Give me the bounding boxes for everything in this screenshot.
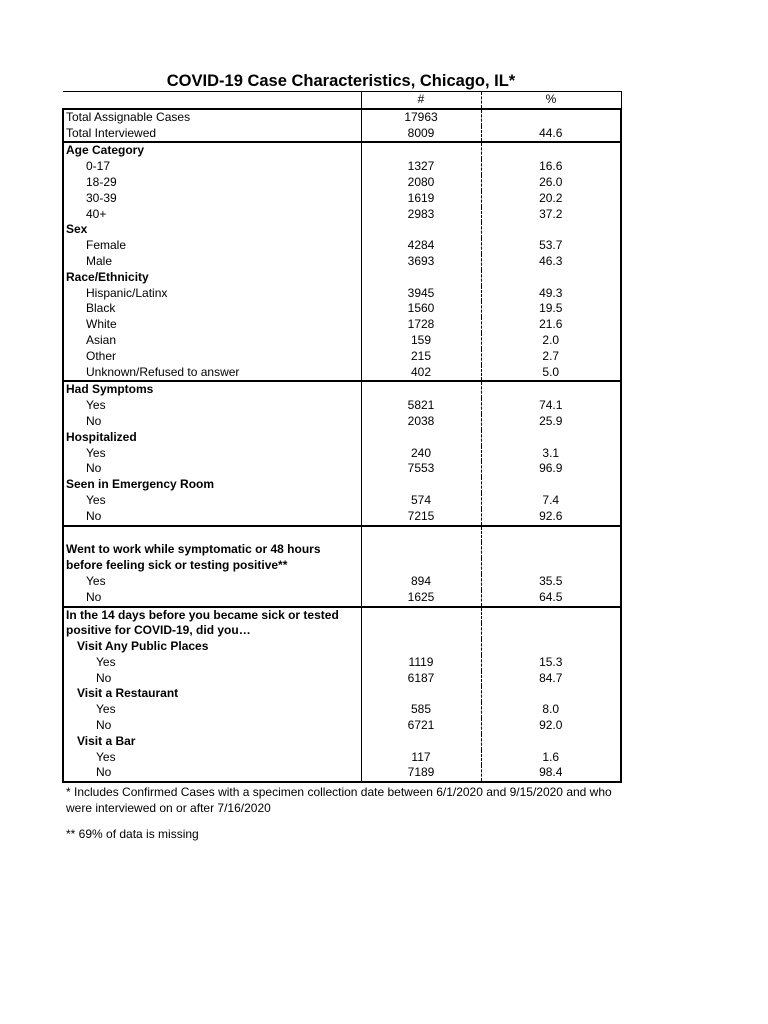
row-label: Visit a Bar [63, 734, 361, 750]
row-label: Total Interviewed [63, 126, 361, 143]
table-row [63, 175, 621, 191]
row-label: Yes [63, 702, 361, 718]
row-label: positive for COVID-19, did you… [63, 623, 361, 639]
table-row [63, 765, 621, 782]
row-label: Yes [63, 446, 361, 462]
table-row [63, 414, 621, 430]
table-row [63, 750, 621, 766]
row-label: Female [63, 238, 361, 254]
table-row [63, 142, 621, 159]
table-row [63, 430, 621, 446]
row-label: Seen in Emergency Room [63, 477, 361, 493]
row-percent: 26.0 [481, 175, 621, 191]
row-percent: 98.4 [481, 765, 621, 782]
row-count: 7215 [361, 509, 481, 526]
row-count [361, 607, 481, 624]
row-label: No [63, 414, 361, 430]
case-characteristics-table-wrap [62, 91, 620, 783]
row-label: Hospitalized [63, 430, 361, 446]
row-percent: 5.0 [481, 365, 621, 382]
header-label-cell [63, 92, 361, 109]
row-count: 402 [361, 365, 481, 382]
row-percent [481, 430, 621, 446]
table-row [63, 655, 621, 671]
row-percent [481, 623, 621, 639]
row-count: 1119 [361, 655, 481, 671]
row-percent: 2.0 [481, 333, 621, 349]
row-label: Other [63, 349, 361, 365]
row-count: 1625 [361, 590, 481, 607]
row-count: 2038 [361, 414, 481, 430]
table-row [63, 159, 621, 175]
table-row [63, 381, 621, 398]
table-row [63, 734, 621, 750]
row-percent: 16.6 [481, 159, 621, 175]
table-row [63, 365, 621, 382]
row-percent: 19.5 [481, 301, 621, 317]
row-label: Yes [63, 493, 361, 509]
row-count: 4284 [361, 238, 481, 254]
table-row [63, 718, 621, 734]
row-percent [481, 734, 621, 750]
row-label: 18-29 [63, 175, 361, 191]
row-percent: 35.5 [481, 574, 621, 590]
row-percent: 3.1 [481, 446, 621, 462]
table-row [63, 671, 621, 687]
row-label: No [63, 590, 361, 607]
row-percent [481, 607, 621, 624]
row-count: 7189 [361, 765, 481, 782]
footnote-1: * Includes Confirmed Cases with a specimen collection date between 6/1/2020 and 9/15/2020 and who were interviewed on or after 7/16/2020 [66, 785, 612, 815]
row-count: 5821 [361, 398, 481, 414]
row-label: Yes [63, 750, 361, 766]
row-label: No [63, 509, 361, 526]
table-row [63, 623, 621, 639]
row-count: 2080 [361, 175, 481, 191]
row-percent: 25.9 [481, 414, 621, 430]
row-percent: 46.3 [481, 254, 621, 270]
row-percent: 49.3 [481, 286, 621, 302]
row-count: 1560 [361, 301, 481, 317]
row-count: 159 [361, 333, 481, 349]
row-label: Sex [63, 222, 361, 238]
row-label: Age Category [63, 142, 361, 159]
row-percent: 7.4 [481, 493, 621, 509]
row-percent: 15.3 [481, 655, 621, 671]
table-row [63, 191, 621, 207]
row-label: Asian [63, 333, 361, 349]
table-row [63, 109, 621, 126]
table-row [63, 574, 621, 590]
table-row [63, 558, 621, 574]
row-label: No [63, 461, 361, 477]
row-count: 215 [361, 349, 481, 365]
row-count [361, 542, 481, 558]
row-percent [481, 639, 621, 655]
row-label: In the 14 days before you became sick or tested [63, 607, 361, 624]
row-count: 1728 [361, 317, 481, 333]
row-percent: 96.9 [481, 461, 621, 477]
table-row [63, 509, 621, 526]
row-count: 117 [361, 750, 481, 766]
row-label: No [63, 765, 361, 782]
row-label: No [63, 671, 361, 687]
table-row [63, 639, 621, 655]
table-row [63, 286, 621, 302]
row-label: Total Assignable Cases [63, 109, 361, 126]
table-row [63, 461, 621, 477]
row-percent: 44.6 [481, 126, 621, 143]
row-count [361, 142, 481, 159]
table-row [63, 702, 621, 718]
table-row [63, 607, 621, 624]
row-percent: 8.0 [481, 702, 621, 718]
row-percent [481, 381, 621, 398]
row-count: 1619 [361, 191, 481, 207]
row-label: before feeling sick or testing positive** [63, 558, 361, 574]
row-percent: 92.6 [481, 509, 621, 526]
table-row [63, 207, 621, 223]
row-percent: 84.7 [481, 671, 621, 687]
table-row [63, 526, 621, 543]
case-characteristics-table [62, 91, 622, 783]
table-row [63, 398, 621, 414]
row-label: Yes [63, 398, 361, 414]
row-count [361, 623, 481, 639]
row-count [361, 526, 481, 543]
row-percent [481, 526, 621, 543]
table-row [63, 126, 621, 143]
row-count [361, 270, 481, 286]
row-percent: 74.1 [481, 398, 621, 414]
row-label: 40+ [63, 207, 361, 223]
table-row [63, 446, 621, 462]
row-percent [481, 142, 621, 159]
row-count: 574 [361, 493, 481, 509]
row-label: 30-39 [63, 191, 361, 207]
header-percent: % [481, 92, 621, 109]
row-count [361, 381, 481, 398]
row-label [63, 526, 361, 543]
row-percent: 53.7 [481, 238, 621, 254]
table-row [63, 317, 621, 333]
row-percent: 64.5 [481, 590, 621, 607]
footnote-2: ** 69% of data is missing [66, 827, 199, 841]
row-count: 8009 [361, 126, 481, 143]
table-row [63, 333, 621, 349]
row-count [361, 639, 481, 655]
table-row [63, 270, 621, 286]
table-row [63, 477, 621, 493]
row-percent: 37.2 [481, 207, 621, 223]
row-count: 17963 [361, 109, 481, 126]
row-count: 3945 [361, 286, 481, 302]
row-percent: 20.2 [481, 191, 621, 207]
row-label: Race/Ethnicity [63, 270, 361, 286]
row-percent: 2.7 [481, 349, 621, 365]
row-count [361, 222, 481, 238]
row-percent: 1.6 [481, 750, 621, 766]
table-row [63, 542, 621, 558]
row-percent: 92.0 [481, 718, 621, 734]
table-row [63, 349, 621, 365]
row-label: Had Symptoms [63, 381, 361, 398]
row-percent [481, 477, 621, 493]
row-label: 0-17 [63, 159, 361, 175]
table-body [63, 109, 621, 782]
row-count [361, 734, 481, 750]
row-label: Yes [63, 655, 361, 671]
row-label: Male [63, 254, 361, 270]
row-count: 585 [361, 702, 481, 718]
row-percent [481, 686, 621, 702]
footnotes [66, 784, 626, 852]
row-count: 1327 [361, 159, 481, 175]
row-percent [481, 558, 621, 574]
table-row [63, 590, 621, 607]
row-percent: 21.6 [481, 317, 621, 333]
row-label: Visit a Restaurant [63, 686, 361, 702]
table-row [63, 301, 621, 317]
row-label: Black [63, 301, 361, 317]
row-count [361, 686, 481, 702]
row-count [361, 558, 481, 574]
row-count [361, 430, 481, 446]
table-row [63, 254, 621, 270]
row-percent [481, 109, 621, 126]
table-header-row [63, 92, 621, 109]
row-percent [481, 270, 621, 286]
row-percent [481, 542, 621, 558]
row-count: 6187 [361, 671, 481, 687]
row-count: 6721 [361, 718, 481, 734]
row-count: 3693 [361, 254, 481, 270]
table-row [63, 493, 621, 509]
table-row [63, 686, 621, 702]
table-row [63, 222, 621, 238]
row-count: 2983 [361, 207, 481, 223]
row-count: 240 [361, 446, 481, 462]
row-label: Yes [63, 574, 361, 590]
row-label: Unknown/Refused to answer [63, 365, 361, 382]
row-percent [481, 222, 621, 238]
row-count [361, 477, 481, 493]
row-label: Hispanic/Latinx [63, 286, 361, 302]
row-label: Went to work while symptomatic or 48 hours [63, 542, 361, 558]
row-label: Visit Any Public Places [63, 639, 361, 655]
row-count: 7553 [361, 461, 481, 477]
header-count: # [361, 92, 481, 109]
row-count: 894 [361, 574, 481, 590]
table-row [63, 238, 621, 254]
row-label: White [63, 317, 361, 333]
page-title: COVID-19 Case Characteristics, Chicago, IL* [166, 72, 516, 90]
row-label: No [63, 718, 361, 734]
